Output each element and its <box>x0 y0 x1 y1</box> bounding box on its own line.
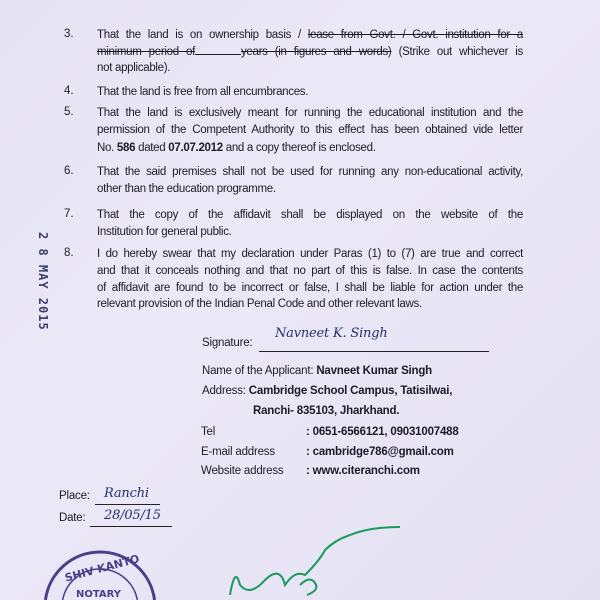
stamp-text: SHIV KANTO <box>63 552 141 585</box>
item-number: 4. <box>64 85 74 97</box>
item-7-line: That the copy of the affidavit shall be displayed on the website of the <box>97 209 523 221</box>
item-8-line: I do hereby swear that my declaration under Paras (1) to (7) are true and correct <box>97 248 523 260</box>
notary-signature <box>225 525 425 600</box>
item-number: 5. <box>64 106 74 118</box>
item-7-line: Institution for general public. <box>97 226 232 238</box>
struck-text: years (in figures and words) <box>240 46 392 58</box>
signature-label: Signature: <box>202 337 253 349</box>
item-number: 6. <box>64 165 74 177</box>
tel-label: Tel <box>201 426 216 438</box>
date-line <box>90 526 172 527</box>
item-4-line: That the land is free from all encumbrances. <box>97 86 309 98</box>
item-6-line: other than the education programme. <box>97 183 276 195</box>
item-5-line: permission of the Competent Authority to this effect has been obtained vide letter <box>97 124 523 136</box>
item-5-line: That the land is exclusively meant for running the educational institution and the <box>97 107 523 119</box>
item-8-line: of affidavit are found to be incorrect or false, I shall be liable for action under the <box>97 282 523 294</box>
applicant-address-line2 <box>253 405 399 417</box>
item-number: 8. <box>64 247 74 259</box>
item-number: 3. <box>64 28 74 40</box>
item-3-line: not applicable). <box>97 62 171 74</box>
item-5-line <box>97 141 523 155</box>
letter-date: 07.07.2012 <box>168 142 223 154</box>
value: Ranchi- 835103, Jharkhand. <box>253 405 400 417</box>
text: That the land is on ownership basis / <box>97 29 308 41</box>
applicant-name <box>202 365 432 377</box>
email-value: : cambridge786@gmail.com <box>306 446 454 458</box>
item-number: 7. <box>64 208 74 220</box>
date-label: Date: <box>59 512 86 524</box>
text: (Strike out whichever is <box>391 46 523 58</box>
label: Name of the Applicant: <box>202 365 317 377</box>
place-label: Place: <box>59 490 90 502</box>
blank-field <box>195 45 241 55</box>
item-8-line: relevant provision of the Indian Penal Code and other relevant laws. <box>97 298 422 310</box>
place-line <box>95 504 160 505</box>
text: dated <box>135 142 169 154</box>
item-8-line: and that it conceals nothing and that no part of this is false. In case the contents <box>97 265 523 277</box>
signature-line <box>259 351 489 352</box>
tel-value: : 0651-6566121, 09031007488 <box>306 426 459 438</box>
place-value: Ranchi <box>104 486 149 501</box>
side-date-stamp: 2 8 MAY 2015 <box>36 232 50 331</box>
label: Address: <box>202 385 249 397</box>
email-label: E-mail address <box>201 446 275 458</box>
signature-stroke <box>300 579 316 595</box>
applicant-address <box>202 385 452 397</box>
text: No. <box>97 142 117 154</box>
item-6-line: That the said premises shall not be used for running any non-educational activity, <box>97 166 523 178</box>
letter-number: 586 <box>116 142 136 154</box>
text: and a copy thereof is enclosed. <box>222 142 376 154</box>
website-label: Website address <box>201 465 284 477</box>
value: Cambridge School Campus, Tatisilwai, <box>248 385 453 397</box>
item-3-line <box>97 45 523 59</box>
date-value: 28/05/15 <box>104 508 161 523</box>
notary-stamp <box>38 545 163 600</box>
handwritten-signature: Navneet K. Singh <box>275 326 388 341</box>
struck-text: lease from Govt. / Govt. institution for a <box>307 29 523 41</box>
website-value: : www.citeranchi.com <box>306 465 420 477</box>
struck-text: minimum period of <box>97 46 195 58</box>
value: Navneet Kumar Singh <box>316 365 433 377</box>
stamp-text: NOTARY <box>76 589 122 600</box>
item-3-line <box>97 28 523 42</box>
